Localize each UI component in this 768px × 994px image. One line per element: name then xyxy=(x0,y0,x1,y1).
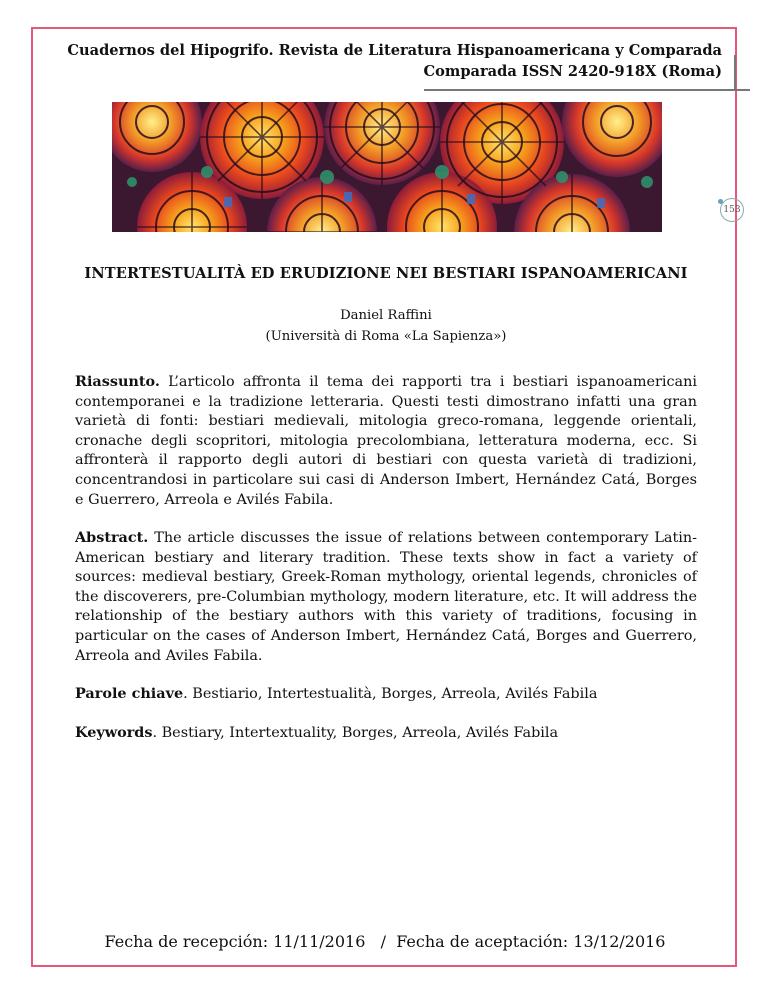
keywords-label: Keywords xyxy=(75,724,153,741)
abstract-label: Abstract. xyxy=(75,529,149,546)
parole-chiave-paragraph xyxy=(75,684,697,705)
keywords-text: . Bestiary, Intertextuality, Borges, Arreola, Avilés Fabila xyxy=(152,725,559,741)
riassunto-paragraph xyxy=(75,372,697,510)
journal-header-line1: Cuadernos del Hipogrifo. Revista de Literatura Hispanoamericana y Comparada xyxy=(67,42,722,59)
parole-chiave-text: . Bestiario, Intertestualità, Borges, Arreola, Avilés Fabila xyxy=(183,686,598,702)
author-affiliation: (Università di Roma «La Sapienza») xyxy=(265,329,507,344)
author-block xyxy=(60,305,712,347)
parole-chiave-label: Parole chiave xyxy=(75,685,184,702)
journal-header-line2: Comparada ISSN 2420-918X (Roma) xyxy=(423,63,722,80)
journal-header xyxy=(60,40,722,82)
abstract-text: The article discusses the issue of relations between contemporary Latin-American bestiary and literary tradition. These texts show in fact a variety of sources: medieval bestiary, Greek-Roman mythology, oriental legends, chronicles of the discoverers, pre-Columbian mythology, modern literature, etc. It will address the relationship of the bestiary authors with this variety of traditions, focusing in particular on the cases of Anderson Imbert, Hernández Catá, Borges and Guerrero, Arreola and Aviles Fabila. xyxy=(75,530,697,664)
header-rule-horizontal xyxy=(424,89,750,91)
article-title: INTERTESTUALITÀ ED ERUDIZIONE NEI BESTIARI ISPANOAMERICANI xyxy=(84,265,688,282)
abstract-paragraph xyxy=(75,528,697,666)
header-rule-vertical xyxy=(734,55,736,91)
riassunto-label: Riassunto. xyxy=(75,373,160,390)
decorative-banner-image xyxy=(112,102,662,232)
dates-footer: Fecha de recepción: 11/11/2016 / Fecha de aceptación: 13/12/2016 xyxy=(104,932,666,951)
page-number: 153 xyxy=(720,198,744,222)
author-name: Daniel Raffini xyxy=(340,308,432,323)
keywords-paragraph xyxy=(75,723,697,744)
riassunto-text: L’articolo affronta il tema dei rapporti tra i bestiari ispanoamericani contemporanei e la tradizione letteraria. Questi testi dimostrano infatti una gran varietà di fonti: bestiari medievali, mitologia greco-romana, leggende orientali, cronache degli scopritori, mitologia precolombiana, letteratura moderna, ecc. Si affronterà il rapporto degli autori di bestiari con questa varietà di tradizioni, concentrandosi in particolare sui casi di Anderson Imbert, Hernández Catá, Borges e Guerrero, Arreola e Avilés Fabila. xyxy=(75,374,697,508)
